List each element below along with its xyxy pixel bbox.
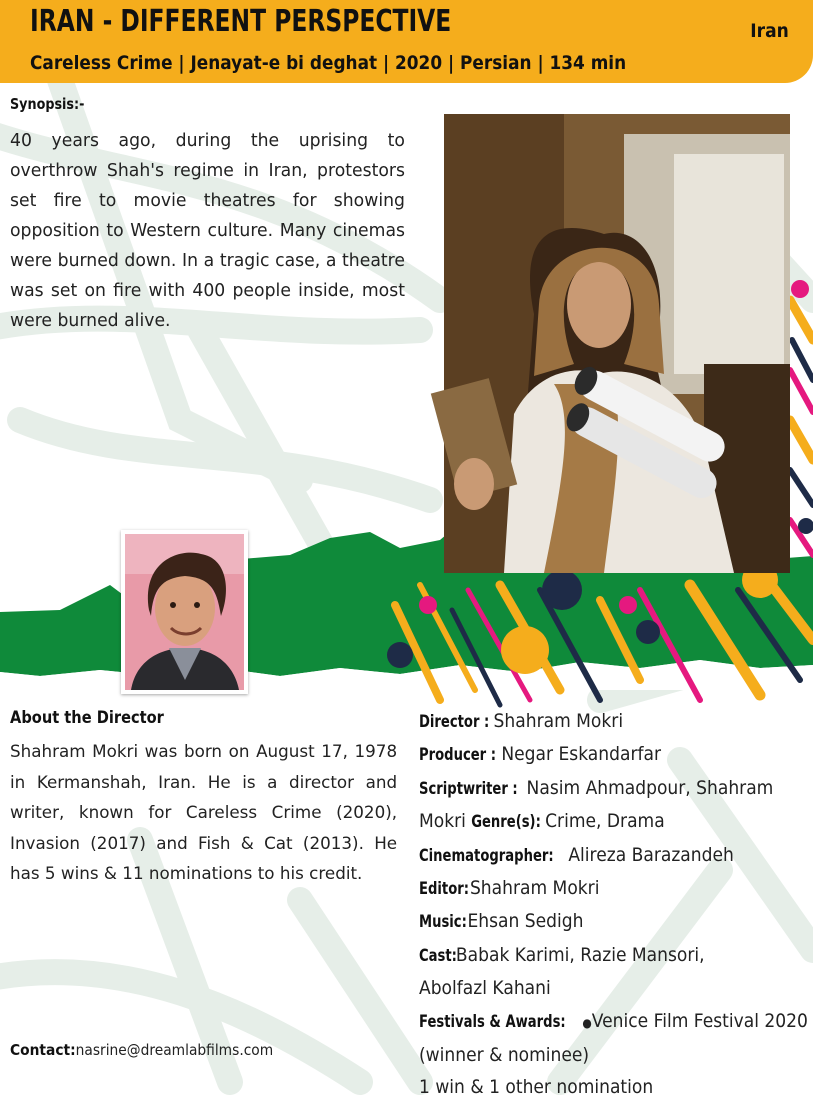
header-banner bbox=[0, 0, 813, 83]
credit-festivals-note: (winner & nominee) bbox=[419, 1044, 590, 1067]
page-title: IRAN - DIFFERENT PERSPECTIVE bbox=[30, 4, 452, 39]
credit-editor: Editor:Shahram Mokri bbox=[419, 877, 600, 900]
credit-producer: Producer :Negar Eskandarfar bbox=[419, 743, 662, 766]
director-photo bbox=[121, 530, 248, 694]
film-still-image bbox=[444, 114, 790, 573]
credits-block bbox=[419, 705, 806, 1104]
credit-music: Music:Ehsan Sedigh bbox=[419, 910, 584, 933]
contact-label: Contact: bbox=[10, 1041, 76, 1059]
about-director-text: Shahram Mokri was born on August 17, 1978 in Kermanshah, Iran. He is a director and writer, known for Careless Crime (2020), Invasion (2017) and Fish & Cat (2013). He has 5 wins & 11 nominations to his credit. bbox=[10, 742, 398, 884]
credit-genre: Mokri Genre(s):Crime, Drama bbox=[419, 810, 665, 833]
film-subtitle: Careless Crime | Jenayat-e bi deghat | 2020 | Persian | 134 min bbox=[30, 52, 627, 74]
director-portrait bbox=[121, 530, 248, 694]
credit-festivals: Festivals & Awards: ●Venice Film Festival 2020 bbox=[419, 1009, 808, 1032]
film-still-illustration bbox=[444, 114, 790, 573]
credit-cast: Cast:Babak Karimi, Razie Mansori, bbox=[419, 943, 705, 966]
credit-scriptwriter: Scriptwriter :Nasim Ahmadpour, Shahram bbox=[419, 776, 774, 799]
country-label: Iran bbox=[750, 20, 789, 42]
contact-line bbox=[10, 1041, 273, 1059]
credit-cinematographer: Cinematographer:Alireza Barazandeh bbox=[419, 843, 734, 866]
contact-email[interactable]: nasrine@dreamlabfilms.com bbox=[75, 1041, 274, 1059]
synopsis-heading: Synopsis:- bbox=[10, 95, 85, 113]
bullet-icon: ● bbox=[582, 1015, 592, 1030]
credit-cast-continued: Abolfazl Kahani bbox=[419, 977, 551, 1000]
credit-director: Director :Shahram Mokri bbox=[419, 710, 624, 732]
synopsis-text: 40 years ago, during the uprising to overthrow Shah's regime in Iran, protestors set fire to movie theatres for showing opposition to Western culture. Many cinemas were burned down. In a tragic case, a theatre was set on fire with 400 people inside, most were burned alive. bbox=[10, 131, 405, 331]
credit-festivals-wins: 1 win & 1 other nomination bbox=[419, 1076, 654, 1099]
about-director-heading: About the Director bbox=[10, 708, 164, 728]
